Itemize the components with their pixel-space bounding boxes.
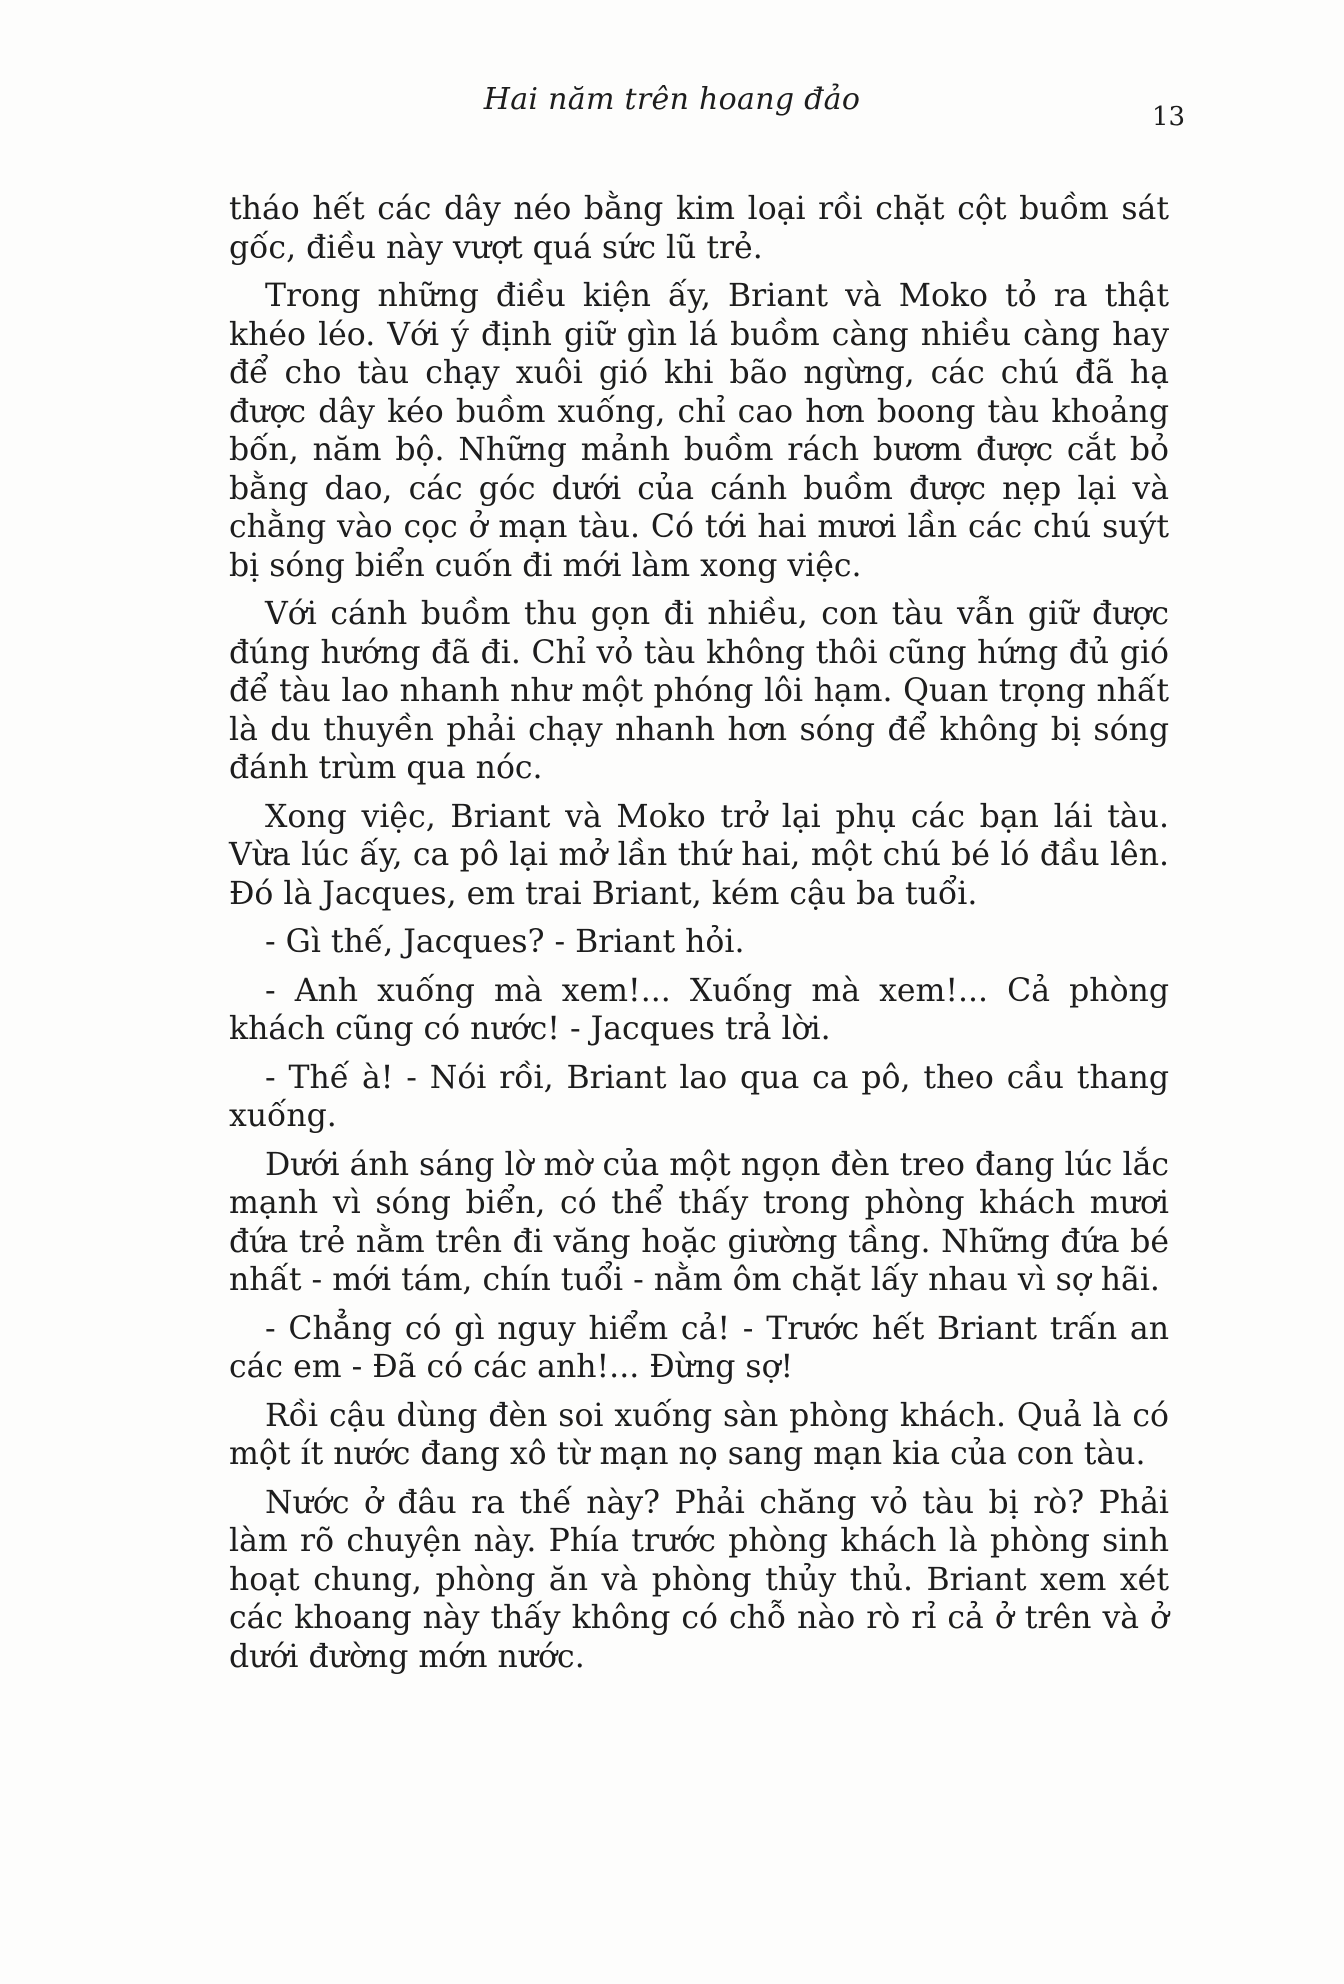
paragraph: Với cánh buồm thu gọn đi nhiều, con tàu vẫn giữ được đúng hướng đã đi. Chỉ vỏ tàu không thôi cũng hứng đủ gió để tàu lao nhanh như một phóng lôi hạm. Quan trọng nhất là du thuyền phải chạy nhanh hơn sóng để không bị sóng đánh trùm qua nóc. [229, 596, 1169, 786]
dialogue-line: - Anh xuống mà xem!... Xuống mà xem!... Cả phòng khách cũng có nước! - Jacques trả lời. [229, 972, 1169, 1047]
page-number: 13 [1152, 102, 1186, 132]
paragraph: Nước ở đâu ra thế này? Phải chăng vỏ tàu bị rò? Phải làm rõ chuyện này. Phía trước phòng khách là phòng sinh hoạt chung, phòng ăn và phòng thủy thủ. Briant xem xét các khoang này thấy không có chỗ nào rò rỉ cả ở trên và ở dưới đường mớn nước. [229, 1484, 1169, 1675]
dialogue-line: - Thế à! - Nói rồi, Briant lao qua ca pô, theo cầu thang xuống. [229, 1059, 1169, 1134]
running-title: Hai năm trên hoang đảo [483, 82, 861, 117]
body-text [229, 190, 1169, 1686]
dialogue-line: - Chẳng có gì nguy hiểm cả! - Trước hết Briant trấn an các em - Đã có các anh!... Đừng sợ! [229, 1310, 1169, 1385]
paragraph: tháo hết các dây néo bằng kim loại rồi chặt cột buồm sát gốc, điều này vượt quá sức lũ trẻ. [229, 191, 1169, 266]
paragraph: Trong những điều kiện ấy, Briant và Moko tỏ ra thật khéo léo. Với ý định giữ gìn lá buồm càng nhiều càng hay để cho tàu chạy xuôi gió khi bão ngừng, các chú đã hạ được dây kéo buồm xuống, chỉ cao hơn boong tàu khoảng bốn, năm bộ. Những mảnh buồm rách bươm được cắt bỏ bằng dao, các góc dưới của cánh buồm được nẹp lại và chằng vào cọc ở mạn tàu. Có tới hai mươi lần các chú suýt bị sóng biển cuốn đi mới làm xong việc. [229, 278, 1169, 584]
paragraph: Rồi cậu dùng đèn soi xuống sàn phòng khách. Quả là có một ít nước đang xô từ mạn nọ sang mạn kia của con tàu. [229, 1397, 1169, 1472]
paragraph: Xong việc, Briant và Moko trở lại phụ các bạn lái tàu. Vừa lúc ấy, ca pô lại mở lần thứ hai, một chú bé ló đầu lên. Đó là Jacques, em trai Briant, kém cậu ba tuổi. [229, 798, 1169, 912]
dialogue-line: - Gì thế, Jacques? - Briant hỏi. [265, 924, 745, 960]
paragraph: Dưới ánh sáng lờ mờ của một ngọn đèn treo đang lúc lắc mạnh vì sóng biển, có thể thấy trong phòng khách mươi đứa trẻ nằm trên đi văng hoặc giường tầng. Những đứa bé nhất - mới tám, chín tuổi - nằm ôm chặt lấy nhau vì sợ hãi. [229, 1146, 1169, 1298]
